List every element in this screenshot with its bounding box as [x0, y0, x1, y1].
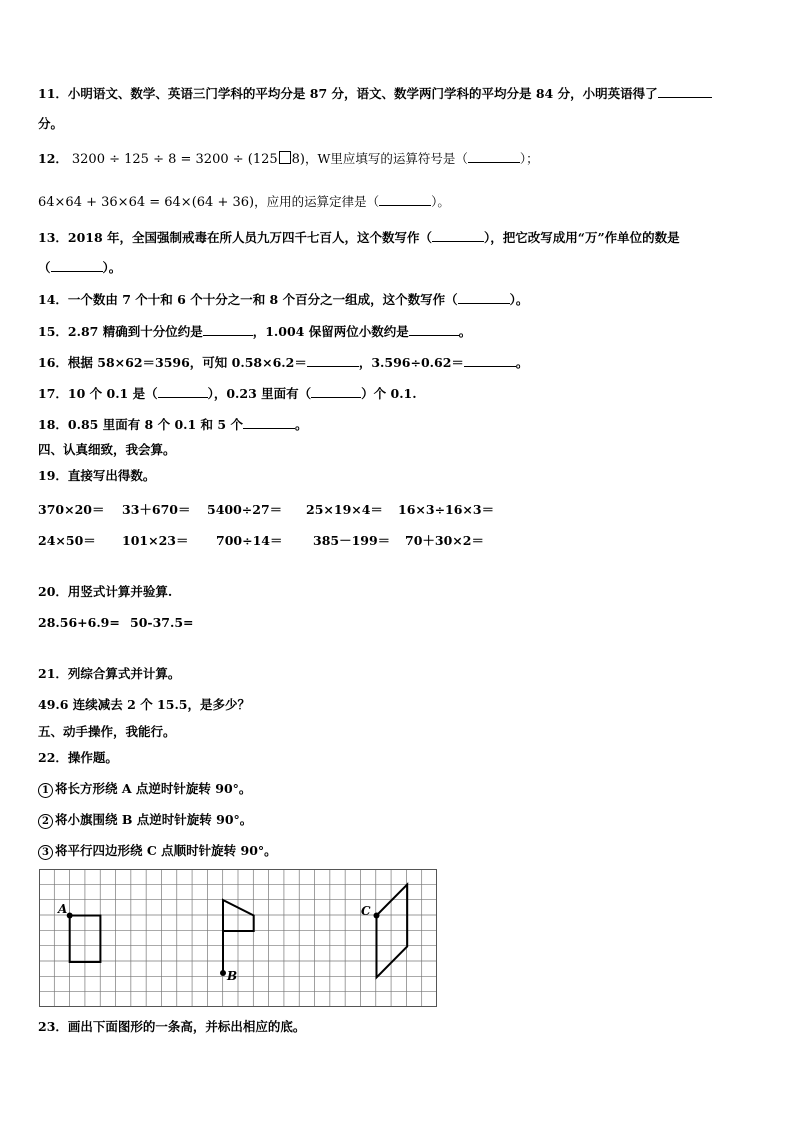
- calc-item: 25×19×4＝: [306, 502, 383, 517]
- label-b: B: [227, 969, 238, 983]
- vertical-calc-item: 50-37.5=: [130, 615, 194, 630]
- q12-expression-1-right: 8): [291, 152, 305, 167]
- calc-item: 16×3÷16×3＝: [398, 502, 495, 517]
- question-18: [38, 416, 307, 433]
- calc-item: 101×23＝: [122, 533, 189, 548]
- parallelogram-shape: [377, 885, 408, 978]
- question-23: 23．画出下面图形的一条高，并标出相应的底。: [38, 1019, 306, 1034]
- q12-blank-1[interactable]: [468, 150, 520, 163]
- vertical-calc-item: 28.56+6.9=: [38, 615, 120, 630]
- q22-item-2-text: 将小旗围绕 B 点逆时针旋转 90°。: [55, 812, 253, 827]
- q11-blank[interactable]: [658, 85, 712, 98]
- q16-text-b: ，3.596÷0.62＝: [358, 355, 464, 370]
- question-13: [38, 229, 680, 246]
- question-17: [38, 385, 417, 402]
- question-11-cont: [38, 116, 63, 132]
- q14-blank[interactable]: [458, 291, 510, 304]
- question-21-title: 21．列综合算式并计算。: [38, 666, 181, 681]
- q13-blank-1[interactable]: [432, 229, 484, 242]
- calc-item: 70＋30×2＝: [405, 533, 484, 548]
- question-12-line1: [38, 150, 539, 168]
- flag-shape: [223, 900, 254, 931]
- question-11: [38, 85, 712, 102]
- section-4-heading: 四、认真细致，我会算。: [38, 442, 176, 457]
- q17-text-c: ）个 0.1.: [361, 386, 417, 401]
- q13-blank-2[interactable]: [51, 259, 103, 272]
- q13-text-c: （: [38, 260, 51, 275]
- q16-blank-1[interactable]: [307, 354, 359, 367]
- q17-text-a: 17．10 个 0.1 是（: [38, 386, 158, 401]
- q12-text-1a: ，W里应填写的运算符号是（: [305, 151, 468, 166]
- calc-item: 370×20＝: [38, 502, 105, 517]
- q12-expression-1-left: 3200 ÷ 125 ÷ 8 = 3200 ÷ (125: [71, 152, 278, 167]
- q22-item-2: [38, 812, 252, 829]
- q12-text-2a: ，应用的运算定律是（: [254, 194, 380, 209]
- q22-item-1: [38, 781, 251, 798]
- calc-item: 700÷14＝: [216, 533, 283, 548]
- q12-blank-2[interactable]: [379, 193, 431, 206]
- question-12-line2: [38, 193, 450, 211]
- calc-item: 24×50＝: [38, 533, 96, 548]
- q18-blank[interactable]: [243, 416, 295, 429]
- q13-text-a: 13．2018 年，全国强制戒毒在所人员九万四千七百人，这个数写作（: [38, 230, 433, 245]
- q22-item-1-text: 将长方形绕 A 点逆时针旋转 90°。: [55, 781, 252, 796]
- question-15: [38, 323, 471, 340]
- operator-box: [279, 151, 291, 164]
- q17-text-b: ），0.23 里面有（: [207, 386, 312, 401]
- question-14: [38, 291, 528, 308]
- q16-blank-2[interactable]: [464, 354, 516, 367]
- calc-item: 33＋670＝: [122, 502, 191, 517]
- q11-unit: 分。: [38, 116, 64, 131]
- question-16: [38, 354, 528, 371]
- q17-blank-1[interactable]: [158, 385, 208, 398]
- q16-text-a: 16．根据 58×62＝3596，可知 0.58×6.2＝: [38, 355, 307, 370]
- calc-item: 5400÷27＝: [207, 502, 283, 517]
- q15-text-b: ，1.004 保留两位小数约是: [252, 324, 409, 339]
- q22-item-3-text: 将平行四边形绕 C 点顺时针旋转 90°。: [55, 843, 277, 858]
- q18-text-b: 。: [294, 417, 308, 432]
- question-20-title: 20．用竖式计算并验算.: [38, 584, 173, 599]
- point-b: [220, 970, 226, 976]
- question-22-title: 22．操作题。: [38, 750, 118, 765]
- q18-text-a: 18．0.85 里面有 8 个 0.1 和 5 个: [38, 417, 243, 432]
- point-c: [374, 913, 380, 919]
- q15-text-a: 15．2.87 精确到十分位约是: [38, 324, 203, 339]
- q13-text-b: ），把它改写成用“万”作单位的数是: [484, 230, 680, 245]
- question-13-cont: [38, 259, 121, 276]
- circled-number-1: 1: [38, 783, 53, 798]
- q22-item-3: [38, 843, 277, 860]
- label-a: A: [58, 902, 68, 916]
- q15-text-c: 。: [458, 324, 472, 339]
- q13-text-d: ）。: [102, 260, 122, 275]
- q12-expression-2: 64×64 + 36×64 = 64×(64 + 36): [38, 195, 255, 210]
- label-c: C: [361, 904, 371, 918]
- section-5-heading: 五、动手操作，我能行。: [38, 724, 176, 739]
- q17-blank-2[interactable]: [311, 385, 361, 398]
- q16-text-c: 。: [515, 355, 529, 370]
- question-21-problem: 49.6 连续减去 2 个 15.5，是多少？: [38, 697, 250, 712]
- rotation-grid-figure: [39, 869, 437, 1007]
- q11-text: 11．小明语文、数学、英语三门学科的平均分是 87 分，语文、数学两门学科的平均分是 84 分，小明英语得了: [38, 86, 658, 101]
- q15-blank-1[interactable]: [203, 323, 253, 336]
- q15-blank-2[interactable]: [409, 323, 459, 336]
- circled-number-2: 2: [38, 814, 53, 829]
- calc-item: 385－199＝: [313, 533, 391, 548]
- q14-text-a: 14．一个数由 7 个十和 6 个十分之一和 8 个百分之一组成，这个数写作（: [38, 292, 458, 307]
- q12-text-2b: ）。: [431, 194, 450, 209]
- q12-text-1b: ）；: [519, 151, 539, 166]
- q14-text-b: ）。: [509, 292, 529, 307]
- circled-number-3: 3: [38, 845, 53, 860]
- point-a: [67, 913, 73, 919]
- question-19-title: 19．直接写出得数。: [38, 468, 156, 483]
- q12-number: 12．: [38, 151, 68, 166]
